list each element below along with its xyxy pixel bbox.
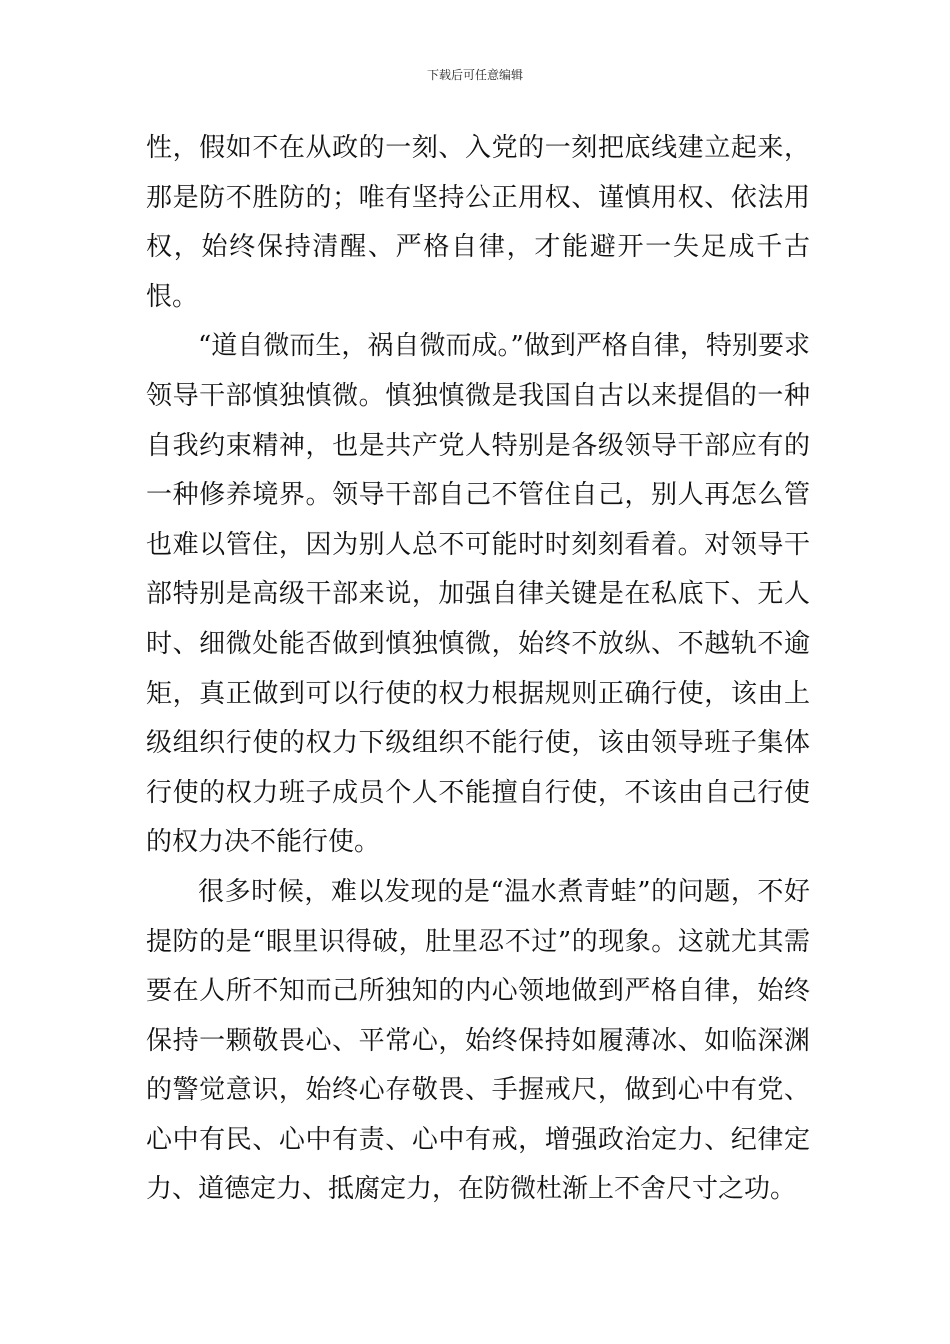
paragraph-2: “道自微而生，祸自微而成。”做到严格自律，特别要求领导干部慎独慎微。慎独慎微是我国自古以来提倡的一种自我约束精神，也是共产党人特别是各级领导干部应有的一种修养境界。领导干部自己不管住自己，别人再怎么管也难以管住，因为别人总不可能时时刻刻看着。对领导干部特别是高级干部来说，加强自律关键是在私底下、无人时、细微处能否做到慎独慎微，始终不放纵、不越轨不逾矩，真正做到可以行使的权力根据规则正确行使，该由上级组织行使的权力下级组织不能行使，该由领导班子集体行使的权力班子成员个人不能擅自行使，不该由自己行使的权力决不能行使。 [146, 331, 810, 858]
document-body [146, 124, 810, 1215]
paragraph-1: 性，假如不在从政的一刻、入党的一刻把底线建立起来，那是防不胜防的；唯有坚持公正用权、谨慎用权、依法用权，始终保持清醒、严格自律，才能避开一失足成千古恨。 [146, 133, 810, 312]
page-header: 下载后可任意编辑 [426, 68, 523, 82]
paragraph-3: 很多时候，难以发现的是“温水煮青蛙”的问题，不好提防的是“眼里识得破，肚里忍不过”的现象。这就尤其需要在人所不知而己所独知的内心领地做到严格自律，始终保持一颗敬畏心、平常心，始终保持如履薄冰、如临深渊的警觉意识，始终心存敬畏、手握戒尺，做到心中有党、心中有民、心中有责、心中有戒，增强政治定力、纪律定力、道德定力、抵腐定力，在防微杜渐上不舍尺寸之功。 [146, 876, 810, 1205]
